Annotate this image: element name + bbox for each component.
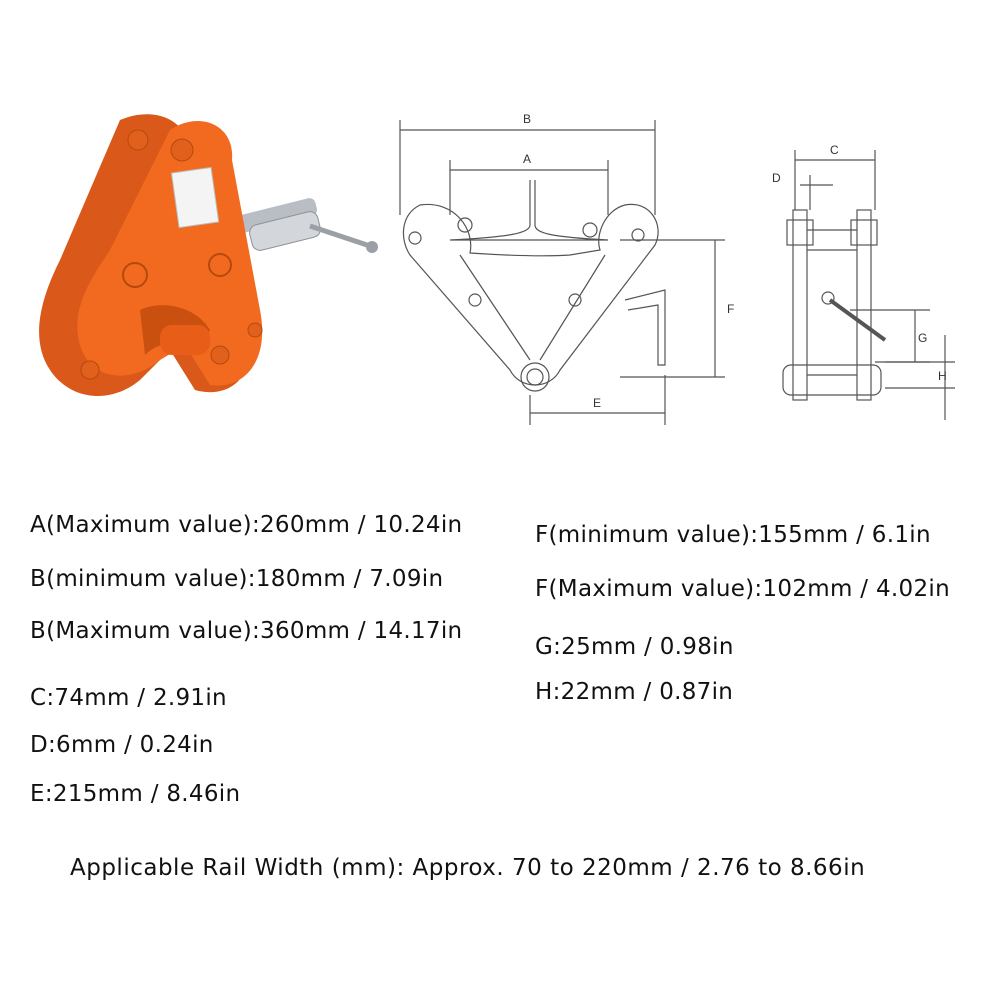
spec-d: D:6mm / 0.24in <box>30 732 214 758</box>
label-d: D <box>772 171 781 185</box>
label-h: H <box>938 369 947 383</box>
label-g: G <box>918 331 928 345</box>
label-c: C <box>830 143 839 157</box>
label-b: B <box>523 112 532 126</box>
spec-c: C:74mm / 2.91in <box>30 685 227 711</box>
label-e: E <box>593 396 602 410</box>
side-view-drawing <box>755 130 965 430</box>
spec-b-max: B(Maximum value):360mm / 14.17in <box>30 618 463 644</box>
rail-width-note: Applicable Rail Width (mm): Approx. 70 to 220mm / 2.76 to 8.66in <box>70 855 866 881</box>
front-view-drawing <box>390 105 740 435</box>
spec-h: H:22mm / 0.87in <box>535 679 734 705</box>
spec-f-min: F(minimum value):155mm / 6.1in <box>535 522 931 548</box>
spec-g: G:25mm / 0.98in <box>535 634 734 660</box>
spec-f-max: F(Maximum value):102mm / 4.02in <box>535 576 950 602</box>
spec-a-max: A(Maximum value):260mm / 10.24in <box>30 512 463 538</box>
beam-clamp-illustration <box>20 100 390 430</box>
label-a: A <box>523 152 532 166</box>
spec-e: E:215mm / 8.46in <box>30 781 241 807</box>
label-f: F <box>727 302 735 316</box>
spec-b-min: B(minimum value):180mm / 7.09in <box>30 566 444 592</box>
